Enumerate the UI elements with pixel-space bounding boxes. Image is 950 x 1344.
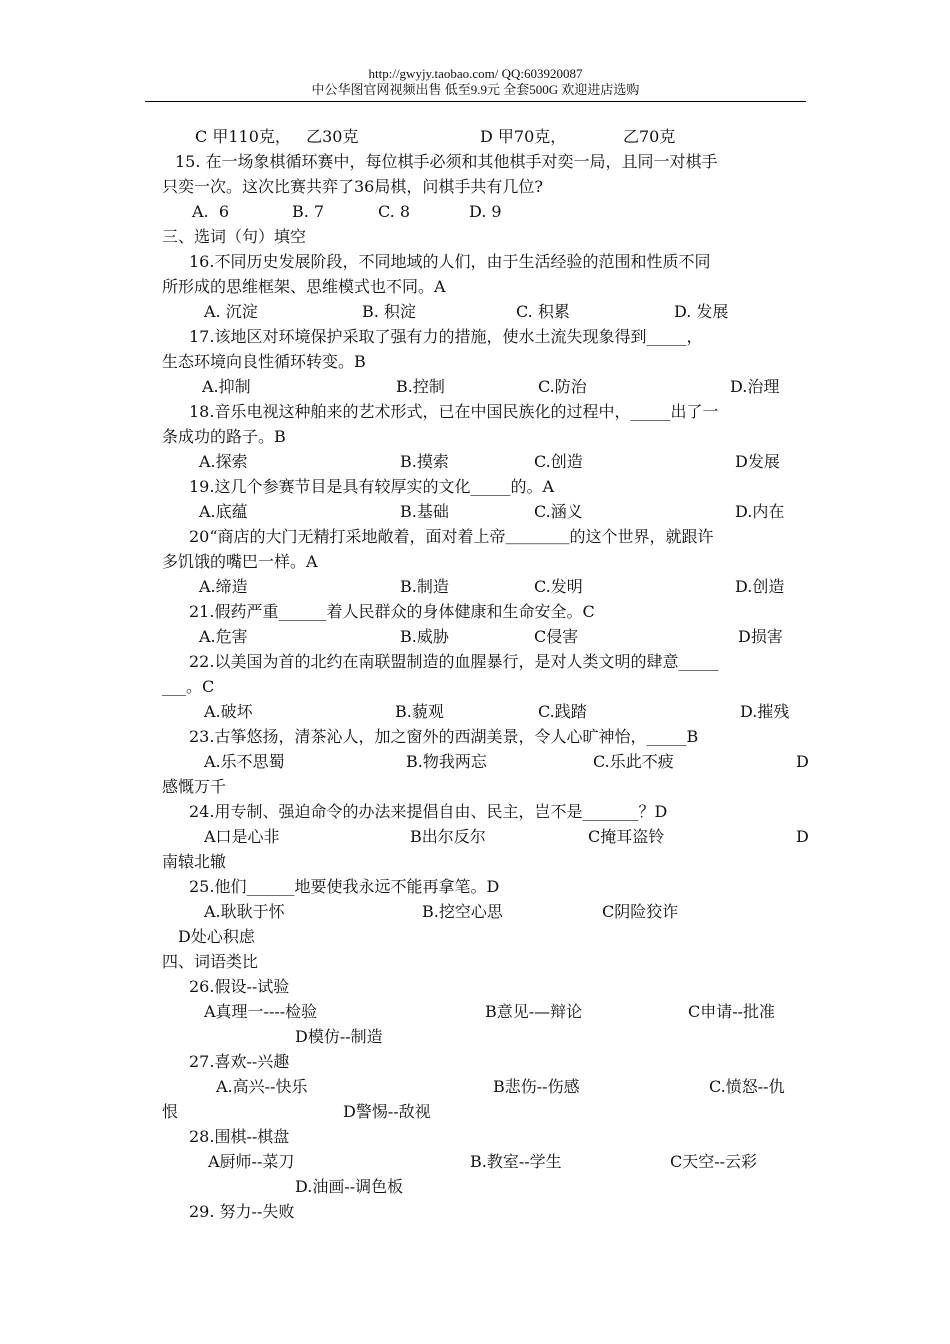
text-line: 20“商店的大门无精打采地敞着，面对着上帝＿＿＿＿的这个世界，就跟许 <box>189 527 714 546</box>
text-line: C.愤怒--仇 <box>709 1077 785 1096</box>
text-line: 19.这几个参赛节目是具有较厚实的文化_____的。A <box>189 477 555 496</box>
text-line: 25.他们______地要使我永远不能再拿笔。D <box>189 877 500 896</box>
text-line: C 甲110克， 乙30克 <box>195 127 359 146</box>
text-line: B.教室--学生 <box>470 1152 562 1171</box>
text-line: 生态环境向良性循环转变。B <box>162 352 366 371</box>
header-url-line: http://gwyjy.taobao.com/ QQ:603920087 <box>368 66 583 81</box>
text-line: A. 6 <box>192 202 229 221</box>
text-line: 28.围棋--棋盘 <box>189 1127 290 1146</box>
text-line: B.基础 <box>400 502 449 521</box>
text-line: C阴险狡诈 <box>602 902 679 921</box>
page-header <box>145 66 806 98</box>
text-line: 27.喜欢--兴趣 <box>189 1052 290 1071</box>
text-line: A.危害 <box>199 627 248 646</box>
text-line: 29. 努力--失败 <box>189 1202 295 1221</box>
text-line: D发展 <box>735 452 780 471</box>
text-line: 21.假药严重______着人民群众的身体健康和生命安全。C <box>189 602 595 621</box>
text-line: B.制造 <box>400 577 449 596</box>
text-line: 感慨万千 <box>162 777 227 796</box>
text-line: D. 9 <box>469 202 502 221</box>
text-line: 24.用专制、强迫命令的办法来提倡自由、民主，岂不是_______？D <box>189 802 668 821</box>
text-line: C掩耳盗铃 <box>588 827 665 846</box>
text-line: A口是心非 <box>204 827 280 846</box>
text-line: 恨 <box>162 1102 179 1121</box>
text-line: C申请--批准 <box>688 1002 776 1021</box>
text-line: 只奕一次。这次比赛共弈了36局棋，问棋手共有几位? <box>162 177 543 196</box>
text-line: 三、选词（句）填空 <box>162 227 307 246</box>
text-line: A.探索 <box>199 452 248 471</box>
text-line: 26.假设--试验 <box>189 977 290 996</box>
text-line: A.抑制 <box>202 377 251 396</box>
text-line: 17.该地区对环境保护采取了强有力的措施，使水土流失现象得到_____， <box>189 327 703 346</box>
text-line: 16.不同历史发展阶段，不同地域的人们，由于生活经验的范围和性质不同 <box>189 252 711 271</box>
text-line: C.践踏 <box>538 702 587 721</box>
text-line: B意见-—辩论 <box>485 1002 583 1021</box>
text-line: D.油画--调色板 <box>295 1177 404 1196</box>
text-line: B出尔反尔 <box>410 827 486 846</box>
text-line: B.挖空心思 <box>422 902 503 921</box>
text-line: 南辕北辙 <box>162 852 227 871</box>
text-line: C.创造 <box>534 452 583 471</box>
text-line: 所形成的思维框架、思维模式也不同。A <box>162 277 446 296</box>
text-line: D.创造 <box>735 577 785 596</box>
text-line: C.涵义 <box>534 502 583 521</box>
text-line: C. 8 <box>378 202 411 221</box>
text-line: D.摧残 <box>740 702 790 721</box>
text-line: D <box>796 827 809 846</box>
text-line: 23.古筝悠扬，清茶沁人，加之窗外的西湖美景，令人心旷神怡，_____B <box>189 727 699 746</box>
text-line: B.控制 <box>396 377 445 396</box>
text-line: D处心积虑 <box>178 927 255 946</box>
text-line: B. 积淀 <box>362 302 416 321</box>
text-line: B.物我两忘 <box>406 752 487 771</box>
text-line: D <box>796 752 809 771</box>
text-line: 四、词语类比 <box>162 952 259 971</box>
text-line: C.防治 <box>538 377 587 396</box>
text-line: D警惕--敌视 <box>343 1102 431 1121</box>
text-line: D. 发展 <box>674 302 729 321</box>
text-line: A.破坏 <box>204 702 253 721</box>
text-line: D模仿--制造 <box>295 1027 383 1046</box>
text-line: D损害 <box>738 627 783 646</box>
text-line: C侵害 <box>534 627 579 646</box>
text-line: C. 积累 <box>516 302 570 321</box>
header-ad-line: 中公华图官网视频出售 低至9.9元 全套500G 欢迎进店选购 <box>311 82 640 97</box>
text-line: D 甲70克， <box>480 127 567 146</box>
text-line: A.乐不思蜀 <box>204 752 285 771</box>
text-line: C.乐此不疲 <box>593 752 674 771</box>
text-line: A厨师--菜刀 <box>208 1152 295 1171</box>
text-line: A.缔造 <box>199 577 248 596</box>
text-line: C.发明 <box>534 577 583 596</box>
text-line: 18.音乐电视这种舶来的艺术形式，已在中国民族化的过程中，_____出了一 <box>189 402 719 421</box>
text-line: C天空--云彩 <box>670 1152 758 1171</box>
text-line: 乙70克 <box>623 127 676 146</box>
text-line: A. 沉淀 <box>204 302 258 321</box>
text-line: 22.以美国为首的北约在南联盟制造的血腥暴行，是对人类文明的肆意_____ <box>189 652 719 671</box>
text-line: D.内在 <box>735 502 785 521</box>
text-line: A.底蕴 <box>199 502 248 521</box>
text-line: A真理一----检验 <box>204 1002 318 1021</box>
text-line: B.摸索 <box>400 452 449 471</box>
text-line: 15. 在一场象棋循环赛中，每位棋手必须和其他棋手对奕一局，且同一对棋手 <box>175 152 718 171</box>
text-line: A.耿耿于怀 <box>204 902 285 921</box>
text-line: B悲伤--伤感 <box>493 1077 580 1096</box>
text-line: B.威胁 <box>400 627 449 646</box>
text-line: B. 7 <box>292 202 325 221</box>
header-rule <box>145 101 806 102</box>
text-line: 多饥饿的嘴巴一样。A <box>162 552 318 571</box>
text-line: 条成功的路子。B <box>162 427 286 446</box>
text-line: A.高兴--快乐 <box>216 1077 308 1096</box>
text-line: B.藐观 <box>395 702 444 721</box>
text-line: ___。C <box>162 677 215 696</box>
text-line: D.治理 <box>730 377 780 396</box>
